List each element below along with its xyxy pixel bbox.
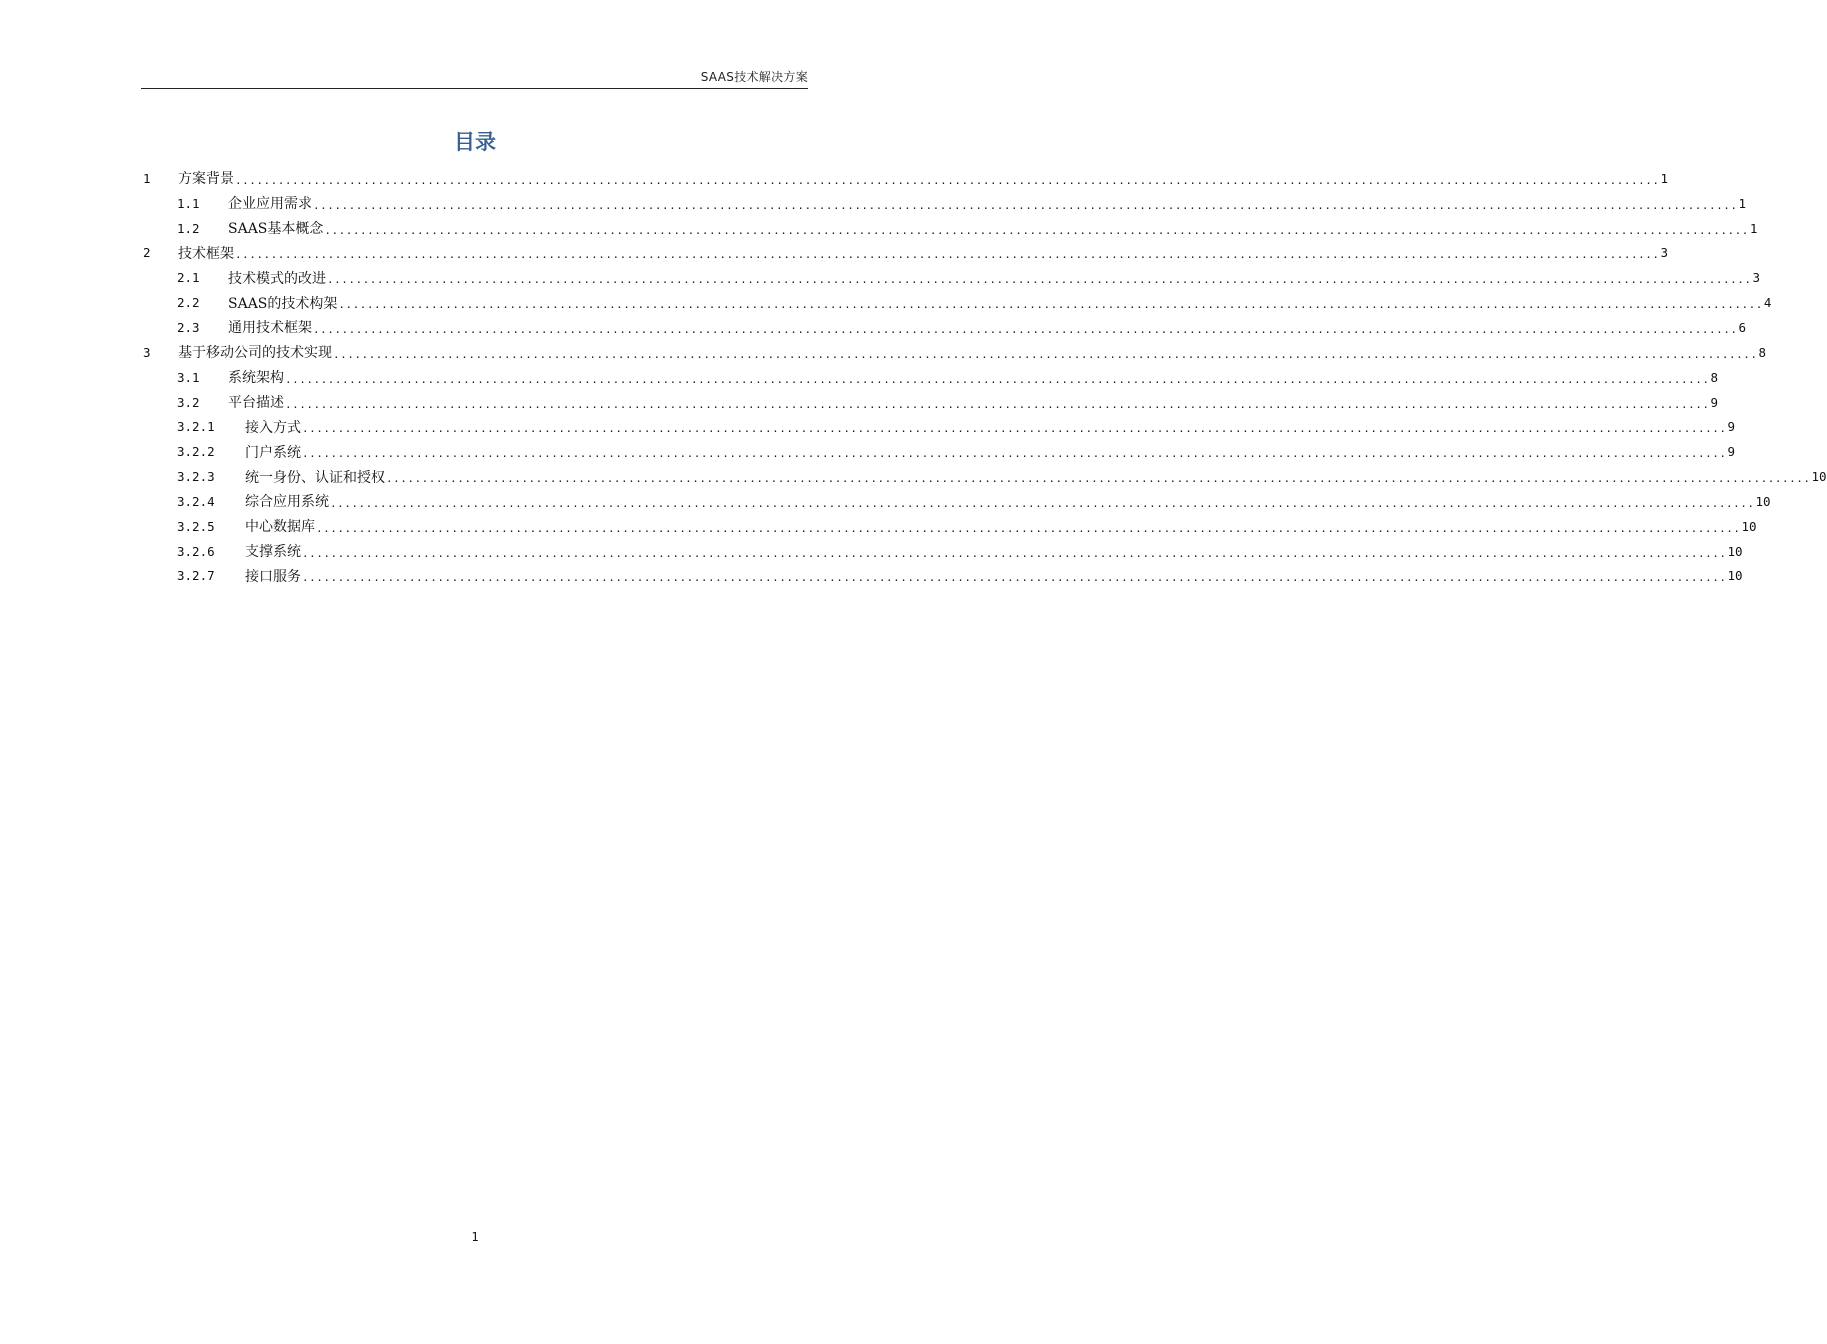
toc-entry-page: 1 — [1738, 195, 1747, 211]
toc-leader-dots: ........................................................................................................................................................................................................ — [316, 521, 1741, 535]
toc-entry-page: 9 — [1727, 419, 1736, 435]
toc-entry[interactable] — [143, 340, 1767, 365]
toc-entry-label[interactable]: 平台描述 — [228, 395, 284, 412]
toc-leader-dots: ........................................................................................................................................................................................................ — [338, 298, 1763, 312]
toc-entry-page: 6 — [1738, 319, 1747, 335]
header-title: SAAS技术解决方案 — [700, 70, 808, 84]
toc-entry[interactable] — [143, 414, 1736, 439]
toc-entry-page: 1 — [1660, 170, 1669, 186]
toc-entry-label[interactable]: 通用技术框架 — [228, 320, 312, 337]
toc-entry-label[interactable]: 基于移动公司的技术实现 — [178, 345, 332, 362]
toc-leader-dots: ........................................................................................................................................................................................................ — [302, 422, 1727, 436]
toc-entry-label[interactable]: 技术框架 — [178, 245, 234, 262]
toc-entry-number: 3.2.2 — [177, 444, 215, 460]
toc-entry-page: 10 — [1727, 543, 1743, 559]
toc-entry[interactable] — [143, 315, 1747, 340]
toc-entry-number: 3.2.7 — [177, 568, 215, 584]
toc-leader-dots: ........................................................................................................................................................................................................ — [330, 496, 1755, 510]
toc-entry-page: 4 — [1763, 295, 1772, 311]
toc-entry-label[interactable]: SAAS的技术构架 — [228, 295, 338, 312]
toc-entry-label[interactable]: 综合应用系统 — [245, 494, 329, 511]
toc-leader-dots: ........................................................................................................................................................................................................ — [302, 571, 1727, 585]
toc-leader-dots: ........................................................................................................................................................................................................ — [327, 273, 1752, 287]
toc-entry-page: 10 — [1741, 518, 1757, 534]
toc-entry-number: 2.2 — [177, 295, 200, 311]
toc-entry[interactable] — [143, 489, 1771, 514]
toc-leader-dots: ........................................................................................................................................................................................................ — [235, 248, 1660, 262]
toc-entry-number: 1.1 — [177, 195, 200, 211]
toc-entry-page: 10 — [1811, 469, 1827, 485]
toc-entry-number: 3.2.3 — [177, 469, 215, 485]
toc-entry-page: 1 — [1749, 220, 1758, 236]
toc-entry[interactable] — [143, 265, 1761, 290]
toc-leader-dots: ........................................................................................................................................................................................................ — [386, 472, 1811, 486]
toc-entry-page: 9 — [1727, 444, 1736, 460]
toc-leader-dots: ........................................................................................................................................................................................................ — [313, 322, 1738, 336]
toc-entry[interactable] — [143, 514, 1757, 539]
toc-entry[interactable] — [143, 241, 1669, 266]
page-header — [141, 66, 808, 89]
toc-entry-label[interactable]: 统一身份、认证和授权 — [245, 469, 385, 486]
toc-entry-page: 3 — [1752, 270, 1761, 286]
toc-entry[interactable] — [143, 564, 1743, 589]
toc-entry[interactable] — [143, 390, 1719, 415]
toc-entry-number: 1 — [143, 170, 151, 186]
toc-entry-number: 3 — [143, 344, 151, 360]
toc-entry-number: 2.1 — [177, 270, 200, 286]
toc-entry-number: 3.2.5 — [177, 518, 215, 534]
table-of-contents — [143, 166, 1827, 588]
page-number: 1 — [471, 1230, 479, 1244]
toc-entry-label[interactable]: 中心数据库 — [245, 519, 315, 536]
toc-leader-dots: ........................................................................................................................................................................................................ — [313, 198, 1738, 212]
toc-entry-number: 3.2.1 — [177, 419, 215, 435]
toc-entry-number: 1.2 — [177, 220, 200, 236]
toc-entry[interactable] — [143, 464, 1827, 489]
toc-entry-page: 10 — [1727, 568, 1743, 584]
toc-entry[interactable] — [143, 439, 1736, 464]
toc-leader-dots: ........................................................................................................................................................................................................ — [333, 347, 1758, 361]
toc-entry-label[interactable]: SAAS基本概念 — [228, 221, 324, 238]
toc-leader-dots: ........................................................................................................................................................................................................ — [285, 397, 1710, 411]
toc-entry-number: 2 — [143, 245, 151, 261]
toc-entry-label[interactable]: 系统架构 — [228, 370, 284, 387]
toc-entry[interactable] — [143, 191, 1747, 216]
toc-entry-page: 9 — [1710, 394, 1719, 410]
toc-entry[interactable] — [143, 290, 1772, 315]
toc-leader-dots: ........................................................................................................................................................................................................ — [302, 546, 1727, 560]
toc-entry-number: 2.3 — [177, 319, 200, 335]
toc-entry[interactable] — [143, 216, 1758, 241]
toc-entry-label[interactable]: 技术模式的改进 — [228, 270, 326, 287]
toc-entry-page: 8 — [1758, 344, 1767, 360]
toc-entry[interactable] — [143, 365, 1719, 390]
toc-entry-label[interactable]: 支撑系统 — [245, 544, 301, 561]
toc-entry[interactable] — [143, 539, 1743, 564]
toc-entry-number: 3.1 — [177, 369, 200, 385]
toc-entry[interactable] — [143, 166, 1669, 191]
toc-entry-page: 8 — [1710, 369, 1719, 385]
toc-leader-dots: ........................................................................................................................................................................................................ — [324, 223, 1749, 237]
toc-entry-page: 3 — [1660, 245, 1669, 261]
toc-entry-label[interactable]: 门户系统 — [245, 444, 301, 461]
toc-title: 目录 — [454, 130, 496, 154]
toc-leader-dots: ........................................................................................................................................................................................................ — [235, 173, 1660, 187]
toc-entry-label[interactable]: 接入方式 — [245, 419, 301, 436]
toc-leader-dots: ........................................................................................................................................................................................................ — [285, 372, 1710, 386]
toc-entry-number: 3.2.6 — [177, 543, 215, 559]
toc-entry-label[interactable]: 接口服务 — [245, 568, 301, 585]
toc-entry-number: 3.2.4 — [177, 493, 215, 509]
toc-entry-label[interactable]: 方案背景 — [178, 171, 234, 188]
toc-leader-dots: ........................................................................................................................................................................................................ — [302, 447, 1727, 461]
toc-entry-number: 3.2 — [177, 394, 200, 410]
toc-entry-page: 10 — [1755, 493, 1771, 509]
toc-entry-label[interactable]: 企业应用需求 — [228, 196, 312, 213]
